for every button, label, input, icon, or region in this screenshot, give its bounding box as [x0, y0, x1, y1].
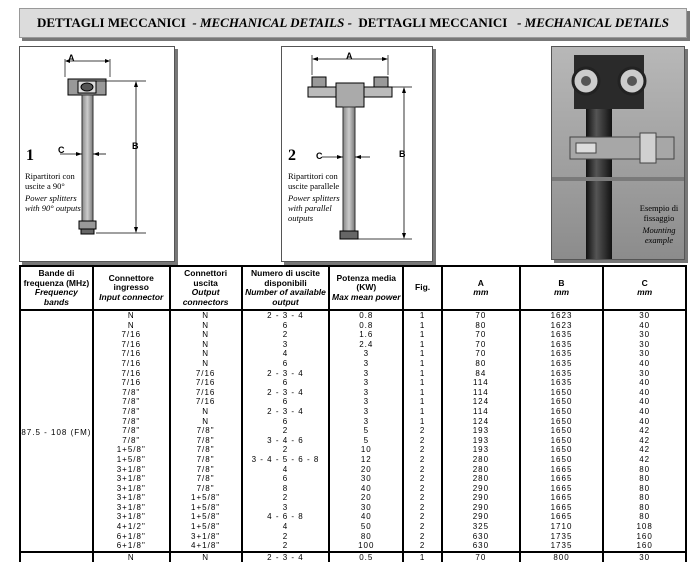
- table-row: [20, 474, 686, 484]
- table-cell: N: [93, 321, 170, 331]
- table-cell: 7/8": [93, 436, 170, 446]
- table-cell: 280: [442, 465, 520, 475]
- table-cell: 193: [442, 445, 520, 455]
- table-cell: 7/8": [170, 455, 242, 465]
- table-cell: 1650: [520, 397, 604, 407]
- table-cell: 1635: [520, 330, 604, 340]
- figure-2-dim-c: C: [316, 151, 323, 161]
- table-cell: 2 - 3 - 4: [242, 369, 330, 379]
- table-cell: 40: [603, 407, 686, 417]
- figure-1-panel: [19, 46, 175, 262]
- table-cell: 6: [242, 321, 330, 331]
- table-cell: 1650: [520, 407, 604, 417]
- table-cell: 1: [403, 407, 442, 417]
- table-row: [20, 541, 686, 552]
- table-row: [20, 426, 686, 436]
- table-cell: 12: [329, 455, 403, 465]
- header-title-en-2: - MECHANICAL DETAILS: [517, 15, 670, 30]
- table-cell: 2 - 3 - 4: [242, 552, 330, 563]
- table-cell: 1650: [520, 436, 604, 446]
- table-cell: 7/8": [170, 465, 242, 475]
- column-header-label: Bande di frequenza (MHz): [23, 268, 90, 288]
- table-row: [20, 388, 686, 398]
- table-row: [20, 359, 686, 369]
- table-cell: 2 - 3 - 4: [242, 407, 330, 417]
- table-cell: 114: [442, 378, 520, 388]
- table-cell: 5: [329, 436, 403, 446]
- table-cell: 30: [603, 349, 686, 359]
- page-header: [19, 8, 687, 38]
- table-cell: 80: [603, 503, 686, 513]
- table-cell: 3: [329, 369, 403, 379]
- table-cell: 1+5/8": [170, 493, 242, 503]
- table-cell: 3+1/8": [93, 512, 170, 522]
- table-cell: 42: [603, 455, 686, 465]
- table-row: [20, 465, 686, 475]
- figure-2-caption-en: Power splitters with parallel outputs: [288, 193, 340, 223]
- table-cell: 7/16: [93, 369, 170, 379]
- table-cell: 40: [603, 397, 686, 407]
- mounting-photo-panel: [551, 46, 685, 260]
- table-row: [20, 407, 686, 417]
- table-cell: 70: [442, 310, 520, 321]
- column-header: [20, 266, 93, 310]
- table-cell: 1.6: [329, 330, 403, 340]
- figure-2-dim-a: A: [346, 51, 353, 61]
- table-cell: 7/8": [170, 445, 242, 455]
- column-header-label: Potenza media (KW): [336, 272, 397, 293]
- table-cell: N: [170, 417, 242, 427]
- table-cell: 3: [329, 397, 403, 407]
- table-cell: 2: [403, 474, 442, 484]
- figure-1-caption-en: Power splitters with 90° outputs: [25, 193, 81, 213]
- table-cell: 80: [329, 532, 403, 542]
- table-header-row: [20, 266, 686, 310]
- table-cell: 3: [329, 388, 403, 398]
- specs-table: [19, 265, 687, 562]
- header-title-it-1: DETTAGLI MECCANICI: [36, 15, 186, 30]
- table-cell: 1+5/8": [170, 503, 242, 513]
- table-cell: 1: [403, 321, 442, 331]
- table-cell: 2: [403, 426, 442, 436]
- figure-2-number: 2: [288, 147, 296, 164]
- table-cell: 1: [403, 349, 442, 359]
- column-header-label: Numero di uscite disponibili: [250, 268, 320, 288]
- table-cell: 2: [403, 541, 442, 552]
- table-cell: 30: [603, 552, 686, 563]
- table-cell: 42: [603, 426, 686, 436]
- table-cell: 0.5: [329, 552, 403, 563]
- column-header-label: Fig.: [415, 282, 431, 293]
- mounting-caption-it: Esempio di fissaggio: [639, 203, 679, 223]
- table-cell: 1: [403, 340, 442, 350]
- table-cell: 4: [242, 465, 330, 475]
- table-row: [20, 455, 686, 465]
- table-row: [20, 397, 686, 407]
- column-header: [442, 266, 520, 310]
- table-cell: 1: [403, 369, 442, 379]
- table-cell: 4+1/8": [170, 541, 242, 552]
- table-cell: 3+1/8": [93, 503, 170, 513]
- table-cell: 7/8": [93, 397, 170, 407]
- column-header: [170, 266, 242, 310]
- table-cell: 7/16: [93, 349, 170, 359]
- column-header-label: C: [641, 277, 648, 288]
- table-row: [20, 330, 686, 340]
- table-cell: 7/16: [170, 369, 242, 379]
- table-cell: 1650: [520, 426, 604, 436]
- table-cell: 3: [329, 407, 403, 417]
- table-cell: 7/16: [170, 388, 242, 398]
- table-cell: 1710: [520, 522, 604, 532]
- table-row: [20, 340, 686, 350]
- table-cell: 2.4: [329, 340, 403, 350]
- table-cell: [20, 552, 93, 563]
- table-cell: 1623: [520, 310, 604, 321]
- table-row: [20, 436, 686, 446]
- table-cell: 7/8": [93, 417, 170, 427]
- table-cell: 3 - 4 - 6: [242, 436, 330, 446]
- table-cell: 1: [403, 310, 442, 321]
- table-cell: 1665: [520, 474, 604, 484]
- table-row: [20, 445, 686, 455]
- table-cell: 1665: [520, 503, 604, 513]
- table-cell: 1623: [520, 321, 604, 331]
- column-header: [403, 266, 442, 310]
- table-cell: N: [170, 340, 242, 350]
- table-cell: 6: [242, 378, 330, 388]
- table-cell: 290: [442, 503, 520, 513]
- table-cell: 80: [603, 484, 686, 494]
- table-cell: 3+1/8": [93, 465, 170, 475]
- table-cell: 2 - 3 - 4: [242, 310, 330, 321]
- table-cell: 70: [442, 349, 520, 359]
- figure-2-panel: [281, 46, 433, 262]
- header-title-en-1: - MECHANICAL DETAILS -: [192, 15, 352, 30]
- table-cell: 2: [403, 484, 442, 494]
- table-row: [20, 378, 686, 388]
- table-cell: 1+5/8": [93, 445, 170, 455]
- table-cell: 2: [403, 493, 442, 503]
- table-cell: 1635: [520, 378, 604, 388]
- table-cell: N: [170, 321, 242, 331]
- table-cell: 6: [242, 397, 330, 407]
- table-cell: 42: [603, 445, 686, 455]
- table-cell: 114: [442, 388, 520, 398]
- table-cell: 40: [603, 378, 686, 388]
- table-cell: 280: [442, 455, 520, 465]
- table-cell: 2: [403, 465, 442, 475]
- table-cell: 2: [242, 532, 330, 542]
- table-cell: 0.8: [329, 321, 403, 331]
- table-cell: 7/8": [93, 407, 170, 417]
- table-cell: 30: [329, 503, 403, 513]
- table-cell: N: [93, 552, 170, 563]
- table-cell: 2: [403, 436, 442, 446]
- table-cell: 3: [329, 378, 403, 388]
- table-cell: 6: [242, 417, 330, 427]
- table-cell: 800: [520, 552, 604, 563]
- table-cell: 630: [442, 532, 520, 542]
- mounting-caption: [636, 203, 682, 245]
- table-cell: 1665: [520, 493, 604, 503]
- table-row: [20, 512, 686, 522]
- table-cell: 5: [329, 426, 403, 436]
- table-cell: 6: [242, 359, 330, 369]
- table-cell: 4: [242, 522, 330, 532]
- column-header-translation: mm: [473, 287, 489, 297]
- table-cell: 2: [242, 493, 330, 503]
- table-cell: 7/8": [170, 426, 242, 436]
- table-cell: 3: [242, 340, 330, 350]
- table-cell: 1665: [520, 465, 604, 475]
- table-cell: 1: [403, 417, 442, 427]
- figure-1-dim-c: C: [58, 145, 65, 155]
- table-row: [20, 310, 686, 321]
- table-row: [20, 369, 686, 379]
- table-cell: 7/8": [170, 484, 242, 494]
- table-cell: N: [170, 330, 242, 340]
- table-cell: 3+1/8": [93, 484, 170, 494]
- column-header-label: Connettore ingresso: [108, 272, 154, 293]
- table-cell: 193: [442, 436, 520, 446]
- table-cell: 40: [603, 359, 686, 369]
- table-cell: 1: [403, 359, 442, 369]
- table-cell: 2: [242, 426, 330, 436]
- figure-1-drawing: [20, 47, 174, 261]
- figure-2-caption-it: Ripartitori con uscite parallele: [288, 171, 340, 191]
- table-cell: 1635: [520, 349, 604, 359]
- table-row: [20, 532, 686, 542]
- header-title-it-2: DETTAGLI MECCANICI: [358, 15, 508, 30]
- table-cell: 3: [329, 349, 403, 359]
- table-cell: 80: [442, 359, 520, 369]
- table-cell: 290: [442, 512, 520, 522]
- table-cell: 4 - 6 - 8: [242, 512, 330, 522]
- table-cell: 20: [329, 493, 403, 503]
- table-cell: 7/16: [93, 378, 170, 388]
- table-cell: 1+5/8": [170, 522, 242, 532]
- table-cell: 3+1/8": [170, 532, 242, 542]
- table-cell: 160: [603, 532, 686, 542]
- table-cell: N: [93, 310, 170, 321]
- table-row: [20, 493, 686, 503]
- table-cell: 0.8: [329, 310, 403, 321]
- figure-1-dim-a: A: [68, 53, 75, 63]
- table-cell: 1+5/8": [93, 455, 170, 465]
- table-cell: 630: [442, 541, 520, 552]
- table-cell: 160: [603, 541, 686, 552]
- table-row: [20, 321, 686, 331]
- table-cell: 3: [242, 503, 330, 513]
- table-cell: 80: [603, 474, 686, 484]
- column-header-label: Connettori uscita: [184, 268, 228, 288]
- table-cell: 84: [442, 369, 520, 379]
- table-cell: 7/8": [93, 388, 170, 398]
- table-cell: 2: [403, 522, 442, 532]
- table-cell: 6+1/8": [93, 541, 170, 552]
- table-cell: 30: [603, 330, 686, 340]
- figure-1-caption-it: Ripartitori con uscite a 90°: [25, 171, 75, 191]
- table-row: [20, 349, 686, 359]
- table-cell: 7/8": [170, 474, 242, 484]
- column-header: [520, 266, 604, 310]
- table-cell: 40: [603, 388, 686, 398]
- table-cell: 80: [603, 493, 686, 503]
- table-cell: 280: [442, 474, 520, 484]
- table-cell: 3 - 4 - 5 - 6 - 8: [242, 455, 330, 465]
- table-cell: 2: [403, 512, 442, 522]
- figure-1-dim-b: B: [132, 141, 139, 151]
- table-cell: 80: [442, 321, 520, 331]
- table-body: [20, 310, 686, 562]
- table-cell: 7/16: [93, 359, 170, 369]
- table-cell: 1635: [520, 359, 604, 369]
- column-header: [603, 266, 686, 310]
- table-cell: 40: [329, 512, 403, 522]
- table-cell: 1650: [520, 445, 604, 455]
- table-cell: 1665: [520, 512, 604, 522]
- table-cell: 1: [403, 397, 442, 407]
- table-cell: 80: [603, 465, 686, 475]
- table-cell: 40: [603, 417, 686, 427]
- table-cell: 1: [403, 552, 442, 563]
- table-cell: 7/16: [93, 330, 170, 340]
- table-cell: 7/8": [170, 436, 242, 446]
- table-cell: N: [170, 310, 242, 321]
- column-header-label: B: [558, 277, 565, 288]
- column-header-translation: Input connector: [99, 291, 164, 302]
- table-cell: 2: [403, 532, 442, 542]
- table-cell: 30: [329, 474, 403, 484]
- mounting-caption-en: Mounting example: [642, 225, 676, 245]
- table-cell: 6: [242, 474, 330, 484]
- figure-2-dim-b: B: [399, 149, 406, 159]
- table-cell: 1650: [520, 455, 604, 465]
- column-header-translation: Frequency bands: [34, 287, 78, 307]
- table-row: [20, 484, 686, 494]
- table-cell: 114: [442, 407, 520, 417]
- table-cell: 2: [403, 445, 442, 455]
- table-cell: 1635: [520, 369, 604, 379]
- table-cell: N: [170, 407, 242, 417]
- table-cell: 1650: [520, 417, 604, 427]
- table-cell: 290: [442, 484, 520, 494]
- table-cell: 30: [603, 369, 686, 379]
- table-cell: 70: [442, 340, 520, 350]
- column-header-label: A: [477, 277, 484, 288]
- table-cell: 20: [329, 465, 403, 475]
- column-header-translation: Output connectors: [182, 287, 229, 307]
- table-cell: 40: [329, 484, 403, 494]
- table-cell: 1: [403, 388, 442, 398]
- table-cell: 4: [242, 349, 330, 359]
- table-cell: 7/8": [93, 426, 170, 436]
- table-cell: 6+1/8": [93, 532, 170, 542]
- table-cell: N: [170, 359, 242, 369]
- table-cell: 325: [442, 522, 520, 532]
- table-cell: 100: [329, 541, 403, 552]
- table-cell: 1: [403, 378, 442, 388]
- table-cell: 1650: [520, 388, 604, 398]
- table-cell: 7/16: [170, 378, 242, 388]
- table-cell: 124: [442, 417, 520, 427]
- column-header-translation: Max mean power: [332, 291, 401, 302]
- table-cell: 70: [442, 552, 520, 563]
- table-row: [20, 503, 686, 513]
- table-cell: 1635: [520, 340, 604, 350]
- table-cell: 2: [242, 445, 330, 455]
- table-cell: N: [170, 552, 242, 563]
- table-cell: 2: [242, 541, 330, 552]
- table-cell: 3+1/8": [93, 474, 170, 484]
- figure-1-number: 1: [26, 147, 34, 164]
- table-cell: 8: [242, 484, 330, 494]
- table-cell: 1: [403, 330, 442, 340]
- table-cell: 1+5/8": [170, 512, 242, 522]
- column-header: [242, 266, 330, 310]
- table-cell: 108: [603, 522, 686, 532]
- frequency-band-cell: 87.5 - 108 (FM): [20, 310, 93, 552]
- table-cell: 80: [603, 512, 686, 522]
- column-header-translation: mm: [553, 287, 570, 297]
- table-cell: 1735: [520, 541, 604, 552]
- figure-2-caption: [288, 171, 342, 223]
- table-cell: 7/16: [170, 397, 242, 407]
- table-cell: 50: [329, 522, 403, 532]
- column-header-translation: Number of available output: [245, 287, 326, 307]
- table-cell: 290: [442, 493, 520, 503]
- table-cell: 42: [603, 436, 686, 446]
- table-cell: 1735: [520, 532, 604, 542]
- table-cell: 1665: [520, 484, 604, 494]
- table-cell: 2: [403, 455, 442, 465]
- figure-2-drawing: [282, 47, 432, 261]
- table-cell: 70: [442, 330, 520, 340]
- column-header: [93, 266, 170, 310]
- table-row: [20, 552, 686, 563]
- table-cell: 124: [442, 397, 520, 407]
- table-cell: 30: [603, 310, 686, 321]
- column-header-translation: mm: [637, 287, 653, 297]
- table-cell: 2 - 3 - 4: [242, 388, 330, 398]
- table-cell: 3+1/8": [93, 493, 170, 503]
- table-row: [20, 522, 686, 532]
- table-cell: 4+1/2": [93, 522, 170, 532]
- table-cell: N: [170, 349, 242, 359]
- table-cell: 2: [403, 503, 442, 513]
- figure-1-caption: [25, 171, 81, 213]
- table-cell: 10: [329, 445, 403, 455]
- table-cell: 2: [242, 330, 330, 340]
- table-cell: 193: [442, 426, 520, 436]
- column-header: [329, 266, 403, 310]
- table-cell: 40: [603, 321, 686, 331]
- table-cell: 3: [329, 359, 403, 369]
- table-cell: 7/16: [93, 340, 170, 350]
- table-cell: 3: [329, 417, 403, 427]
- table-cell: 30: [603, 340, 686, 350]
- table-row: [20, 417, 686, 427]
